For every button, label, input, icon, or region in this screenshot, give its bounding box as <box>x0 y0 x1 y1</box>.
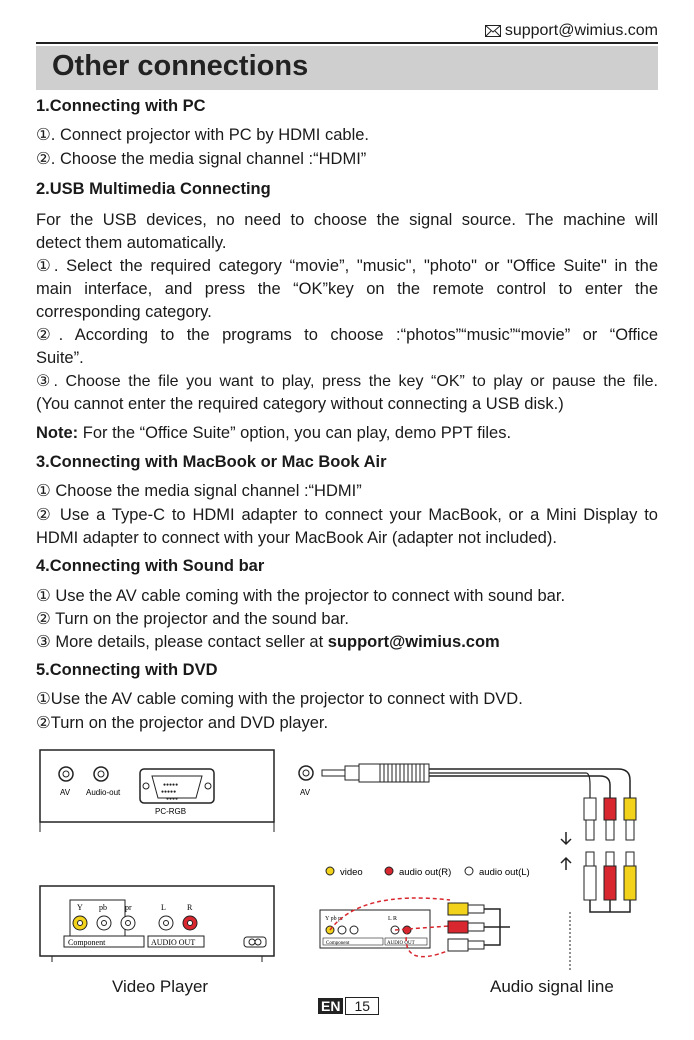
section-4-line-3-text: ③ More details, please contact seller at <box>36 633 328 651</box>
y-label: Y <box>77 903 83 912</box>
section-5-line-1: ①Use the AV cable coming with the projector to connect with DVD. <box>36 690 523 708</box>
legend-audio-l: audio out(L) <box>479 867 530 878</box>
arrow-up-icon <box>561 858 571 870</box>
title-bar <box>36 46 658 90</box>
note-label: Note: <box>36 424 79 442</box>
connection-diagram <box>0 740 694 980</box>
rca-plugs-horizontal <box>448 903 484 951</box>
av-plug-icon <box>322 764 429 782</box>
section-4-line-2: ② Turn on the projector and the sound bar. <box>36 610 349 628</box>
r-label: R <box>187 903 193 912</box>
svg-text:L R: L R <box>388 916 397 922</box>
page-title: Other connections <box>52 50 309 82</box>
section-5-line-2: ②Turn on the projector and DVD player. <box>36 714 329 732</box>
section-2-p5: (You cannot enter the required category without connecting a USB disk.) <box>36 395 564 413</box>
component-label: Component <box>68 938 106 947</box>
section-2-p4: ③. Choose the file you want to play, press the key “OK” to play or pause the file. <box>36 373 658 390</box>
caption-audio-signal-line: Audio signal line <box>490 977 614 996</box>
av-label: AV <box>60 788 71 797</box>
section-1-heading: 1.Connecting with PC <box>36 97 206 115</box>
svg-text:Component: Component <box>326 941 350 946</box>
section-4-line-1: ① Use the AV cable coming with the projector to connect with sound bar. <box>36 587 566 605</box>
section-1-line-2: ②. Choose the media signal channel :“HDMI” <box>36 150 367 168</box>
section-2-heading: 2.USB Multimedia Connecting <box>36 180 271 198</box>
svg-text:●●●●●: ●●●●● <box>163 782 179 788</box>
rca-plugs-upper <box>584 798 636 840</box>
page-number <box>318 997 379 1015</box>
section-1-line-1: ①. Connect projector with PC by HDMI cable. <box>36 126 369 144</box>
section-2-p2c: corresponding category. <box>36 303 212 321</box>
page-number-value: 15 <box>345 997 379 1015</box>
arrow-down-icon <box>561 832 571 844</box>
audio-out-label: Audio-out <box>86 788 121 797</box>
section-4-heading: 4.Connecting with Sound bar <box>36 557 265 575</box>
section-4-line-3 <box>36 631 658 654</box>
svg-text:Y pb pr: Y pb pr <box>325 916 344 922</box>
rca-plugs-lower <box>584 852 636 900</box>
section-2-p2a: ①. Select the required category “movie”, "music", "photo" or "Office Suite" in the <box>36 257 658 275</box>
legend-audio-r: audio out(R) <box>399 867 452 878</box>
section-3-line-2a: ② Use a Type-C to HDMI adapter to connect your MacBook, or a Mini Display to <box>36 506 658 524</box>
pb-label: pb <box>99 903 107 912</box>
svg-text:●●●●●: ●●●●● <box>161 789 177 795</box>
support-email-bold: support@wimius.com <box>327 633 500 651</box>
caption-video-player: Video Player <box>112 977 209 996</box>
l-label: L <box>161 903 166 912</box>
section-3-line-2b: HDMI adapter to connect with your MacBook Air (adapter not included). <box>36 529 557 547</box>
video-player-panel <box>40 886 274 962</box>
section-2-p1b: detect them automatically. <box>36 234 227 252</box>
language-badge: EN <box>318 998 343 1014</box>
note-text: For the “Office Suite” option, you can play, demo PPT files. <box>78 424 512 442</box>
pr-label: pr <box>125 903 132 912</box>
header-email-text: support@wimius.com <box>504 22 658 39</box>
projector-panel <box>40 750 274 832</box>
section-2-p2b: main interface, and press the “OK”key on the remote control to enter the <box>36 280 658 298</box>
section-2-p3b: Suite”. <box>36 349 84 367</box>
section-2-p3a: ②. According to the programs to choose :“photos”“music”“movie” or “Office <box>36 326 658 344</box>
header-email <box>485 22 658 40</box>
section-5-heading: 5.Connecting with DVD <box>36 661 218 679</box>
pc-rgb-label: PC-RGB <box>155 807 187 816</box>
svg-text:AUDIO OUT: AUDIO OUT <box>387 941 415 946</box>
envelope-icon <box>485 25 501 37</box>
header-rule <box>36 42 658 44</box>
section-3-line-1: ① Choose the media signal channel :“HDMI” <box>36 482 362 500</box>
audio-out-panel-label: AUDIO OUT <box>151 938 196 947</box>
legend-video: video <box>340 867 363 878</box>
section-2-p1a: For the USB devices, no need to choose the signal source. The machine will <box>36 211 658 229</box>
section-3-heading: 3.Connecting with MacBook or Mac Book Air <box>36 453 387 471</box>
note-line <box>36 422 658 445</box>
av-right-label: AV <box>300 788 311 797</box>
svg-text:●●●●: ●●●● <box>166 796 179 802</box>
